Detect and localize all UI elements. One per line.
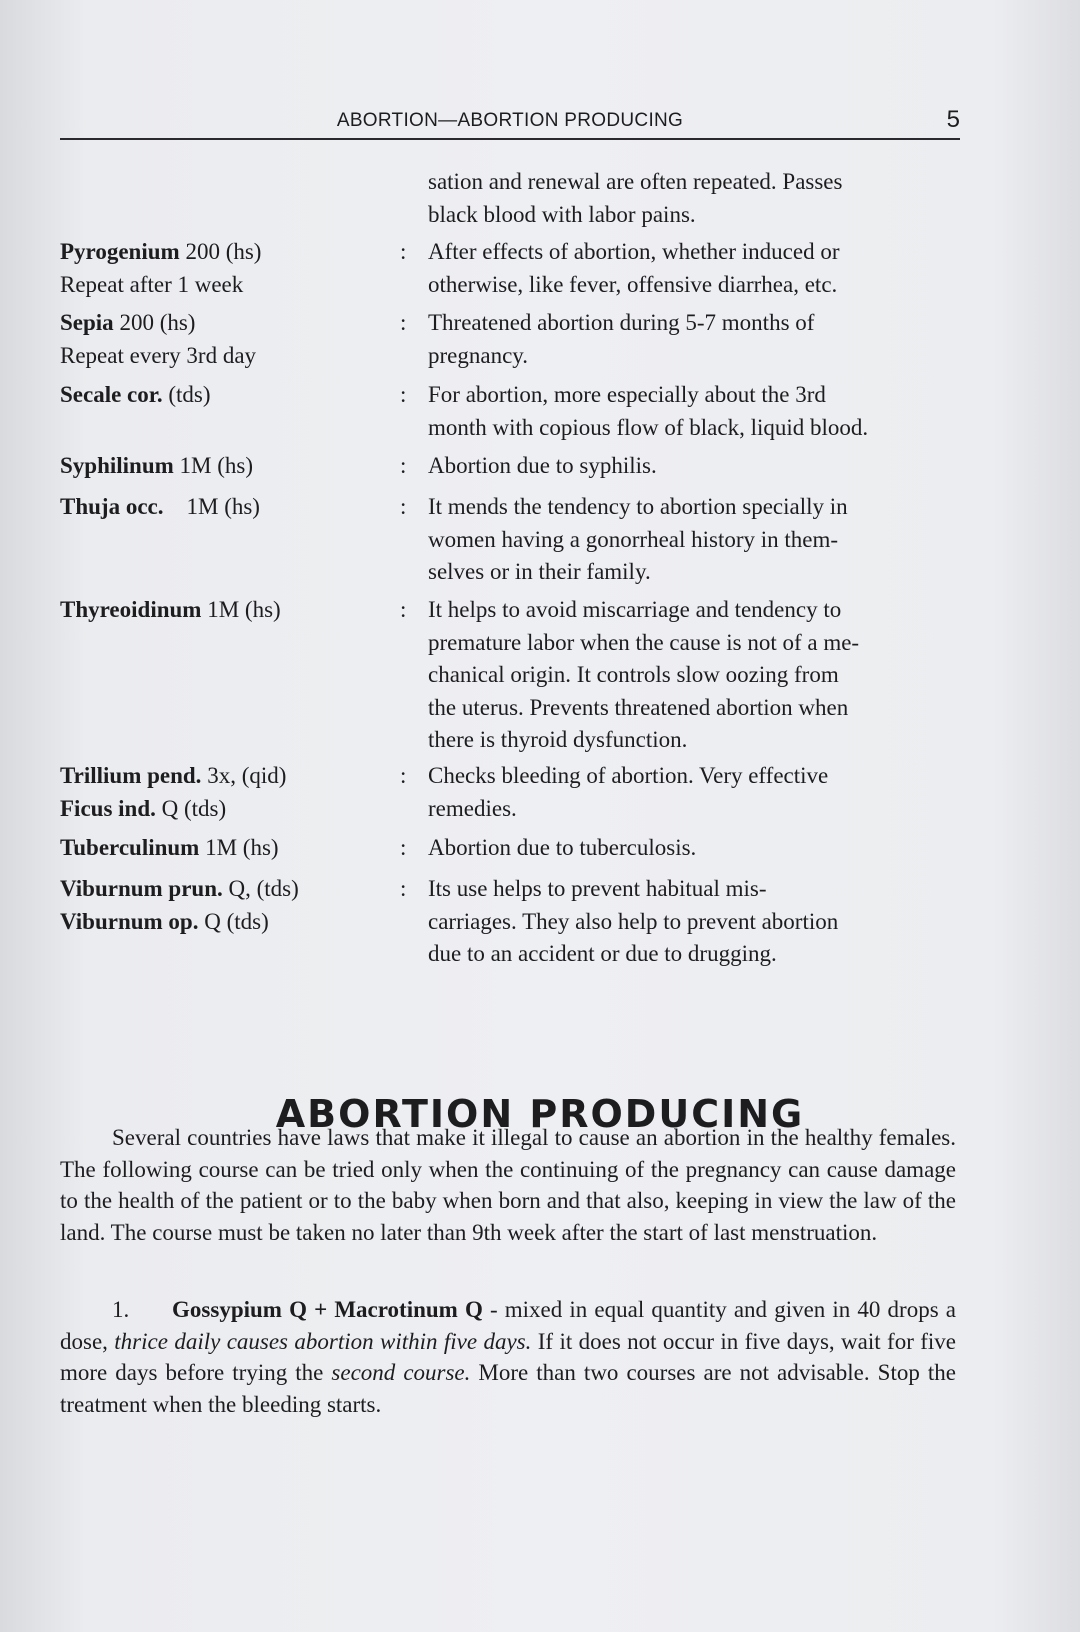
indication-line: It helps to avoid miscarriage and tendency to — [428, 597, 842, 622]
indication-line: the uterus. Prevents threatened abortion when — [428, 694, 849, 720]
remedy-potency: 1M (hs) — [163, 494, 260, 519]
indication-line: chanical origin. It controls slow oozing from — [428, 662, 839, 687]
separator-colon: : — [400, 597, 407, 622]
remedy-name: Pyrogenium — [60, 239, 180, 264]
remedy-potency: 1M (hs) — [173, 453, 254, 478]
remedy-dosage-line — [60, 379, 390, 412]
remedy-potency: Q, (tds) — [222, 876, 299, 901]
course-paragraph — [60, 1294, 956, 1420]
indication-line: For abortion, more especially about the 3rd — [428, 382, 826, 407]
remedy-name: Thuja occ. — [60, 494, 164, 519]
indication-line: black blood with labor pains. — [428, 201, 696, 227]
remedy-indication — [428, 450, 1016, 483]
remedy-name: Syphilinum — [60, 453, 174, 478]
remedy-dosage — [60, 594, 390, 627]
remedy-dosage-line — [60, 340, 390, 373]
remedy-dosage-line — [60, 832, 390, 865]
remedy-dosage-line — [60, 269, 390, 302]
remedy-dosage — [60, 450, 390, 483]
item-italic-b: second course. — [331, 1360, 471, 1385]
remedy-name: Viburnum prun. — [60, 876, 223, 901]
item-remedy-names: Gossypium Q + Macrotinum Q — [172, 1297, 483, 1322]
remedy-name: Viburnum op. — [60, 908, 199, 934]
item-text-a: - mixed in equal quantity and given in 40 drops a dose, — [60, 1297, 957, 1354]
indication-line: Its use helps to prevent habitual mis- — [428, 876, 767, 901]
remedy-dosage — [60, 491, 390, 524]
item-text-c: More than two courses are not advisable. Stop the treatment when the bleeding starts. — [60, 1360, 957, 1417]
remedy-dosage — [60, 379, 390, 412]
remedy-indication — [428, 491, 1016, 589]
remedy-indication — [428, 166, 1016, 231]
remedy-dosage-line — [60, 307, 390, 340]
remedy-potency: 200 (hs) — [179, 239, 262, 264]
remedy-dosage — [60, 832, 390, 865]
running-title: ABORTION—ABORTION PRODUCING — [336, 110, 684, 131]
separator-colon: : — [400, 876, 407, 901]
indication-line: selves or in their family. — [428, 559, 651, 584]
remedy-dosage — [60, 307, 390, 372]
indication-line: After effects of abortion, whether induced or — [428, 239, 840, 264]
indication-line: month with copious flow of black, liquid blood. — [428, 414, 869, 440]
indication-line: It mends the tendency to abortion specially in — [428, 494, 848, 519]
running-header — [60, 104, 960, 140]
remedy-potency: 1M (hs) — [201, 597, 281, 622]
remedy-dosage — [60, 873, 390, 938]
indication-line: women having a gonorrheal history in them- — [428, 526, 839, 552]
item-number: 1. — [112, 1297, 130, 1322]
remedy-indication — [428, 760, 1016, 825]
separator-colon: : — [400, 494, 407, 519]
indication-line: Checks bleeding of abortion. Very effective — [428, 763, 829, 788]
separator-colon: : — [400, 763, 407, 788]
remedy-dosage-line — [60, 906, 390, 939]
indication-line: sation and renewal are often repeated. Passes — [428, 169, 843, 194]
remedy-potency: Repeat after 1 week — [60, 271, 244, 297]
remedy-dosage-line — [60, 873, 390, 906]
remedy-dosage-line — [60, 450, 390, 483]
indication-line: remedies. — [428, 795, 517, 821]
remedy-potency: Repeat every 3rd day — [60, 342, 257, 368]
remedy-dosage-line — [60, 594, 390, 627]
remedy-name: Ficus ind. — [60, 795, 156, 821]
remedy-indication — [428, 379, 1016, 444]
item-text-b: If it does not occur in five days, wait for five more days before trying the — [60, 1328, 956, 1385]
remedy-dosage-line — [60, 760, 390, 793]
indication-line: carriages. They also help to prevent abortion — [428, 908, 839, 934]
remedy-potency: Q (tds) — [198, 908, 269, 934]
indication-line: Abortion due to syphilis. — [428, 453, 657, 478]
remedy-name: Tuberculinum — [60, 835, 200, 860]
remedy-dosage-line — [60, 236, 390, 269]
remedy-dosage-line — [60, 793, 390, 826]
remedy-potency: Q (tds) — [155, 795, 227, 821]
indication-line: there is thyroid dysfunction. — [428, 727, 688, 752]
remedy-name: Secale cor. — [60, 382, 163, 407]
remedy-name: Trillium pend. — [60, 763, 202, 788]
separator-colon: : — [400, 835, 407, 860]
separator-colon: : — [400, 453, 407, 478]
section-heading: ABORTION PRODUCING — [275, 1092, 805, 1136]
separator-colon: : — [400, 310, 407, 335]
page-number: 5 — [946, 106, 960, 133]
remedy-indication — [428, 873, 1016, 971]
item-italic-a: thrice daily causes abortion within five days. — [114, 1328, 532, 1354]
remedy-name: Sepia — [60, 310, 114, 335]
remedy-indication — [428, 236, 1016, 301]
remedy-potency: (tds) — [162, 382, 211, 407]
separator-colon: : — [400, 382, 407, 407]
remedy-potency: 1M (hs) — [199, 835, 279, 860]
remedy-indication — [428, 594, 1016, 757]
indication-line: otherwise, like fever, offensive diarrhea, etc. — [428, 271, 838, 297]
indication-line: pregnancy. — [428, 342, 529, 368]
remedy-dosage-line — [60, 491, 390, 524]
remedy-potency: 200 (hs) — [113, 310, 196, 335]
remedy-potency: 3x, (qid) — [201, 763, 287, 788]
indication-line: premature labor when the cause is not of a me- — [428, 629, 860, 655]
intro-paragraph: Several countries have laws that make it illegal to cause an abortion in the healthy females. The following course can be tried only when the continuing of the pregnancy can cause damage to the health of the patient or to the baby when born and that also, keeping in view the law of the land. The course must be taken no later than 9th week after the start of last menstruation. — [60, 1125, 956, 1245]
remedy-dosage — [60, 760, 390, 825]
remedy-indication — [428, 307, 1016, 372]
indication-line: Threatened abortion during 5-7 months of — [428, 310, 815, 335]
remedy-name: Thyreoidinum — [60, 597, 202, 622]
indication-line: Abortion due to tuberculosis. — [428, 835, 697, 860]
indication-line: due to an accident or due to drugging. — [428, 941, 777, 966]
remedy-dosage — [60, 236, 390, 301]
separator-colon: : — [400, 239, 407, 264]
remedy-indication — [428, 832, 1016, 865]
